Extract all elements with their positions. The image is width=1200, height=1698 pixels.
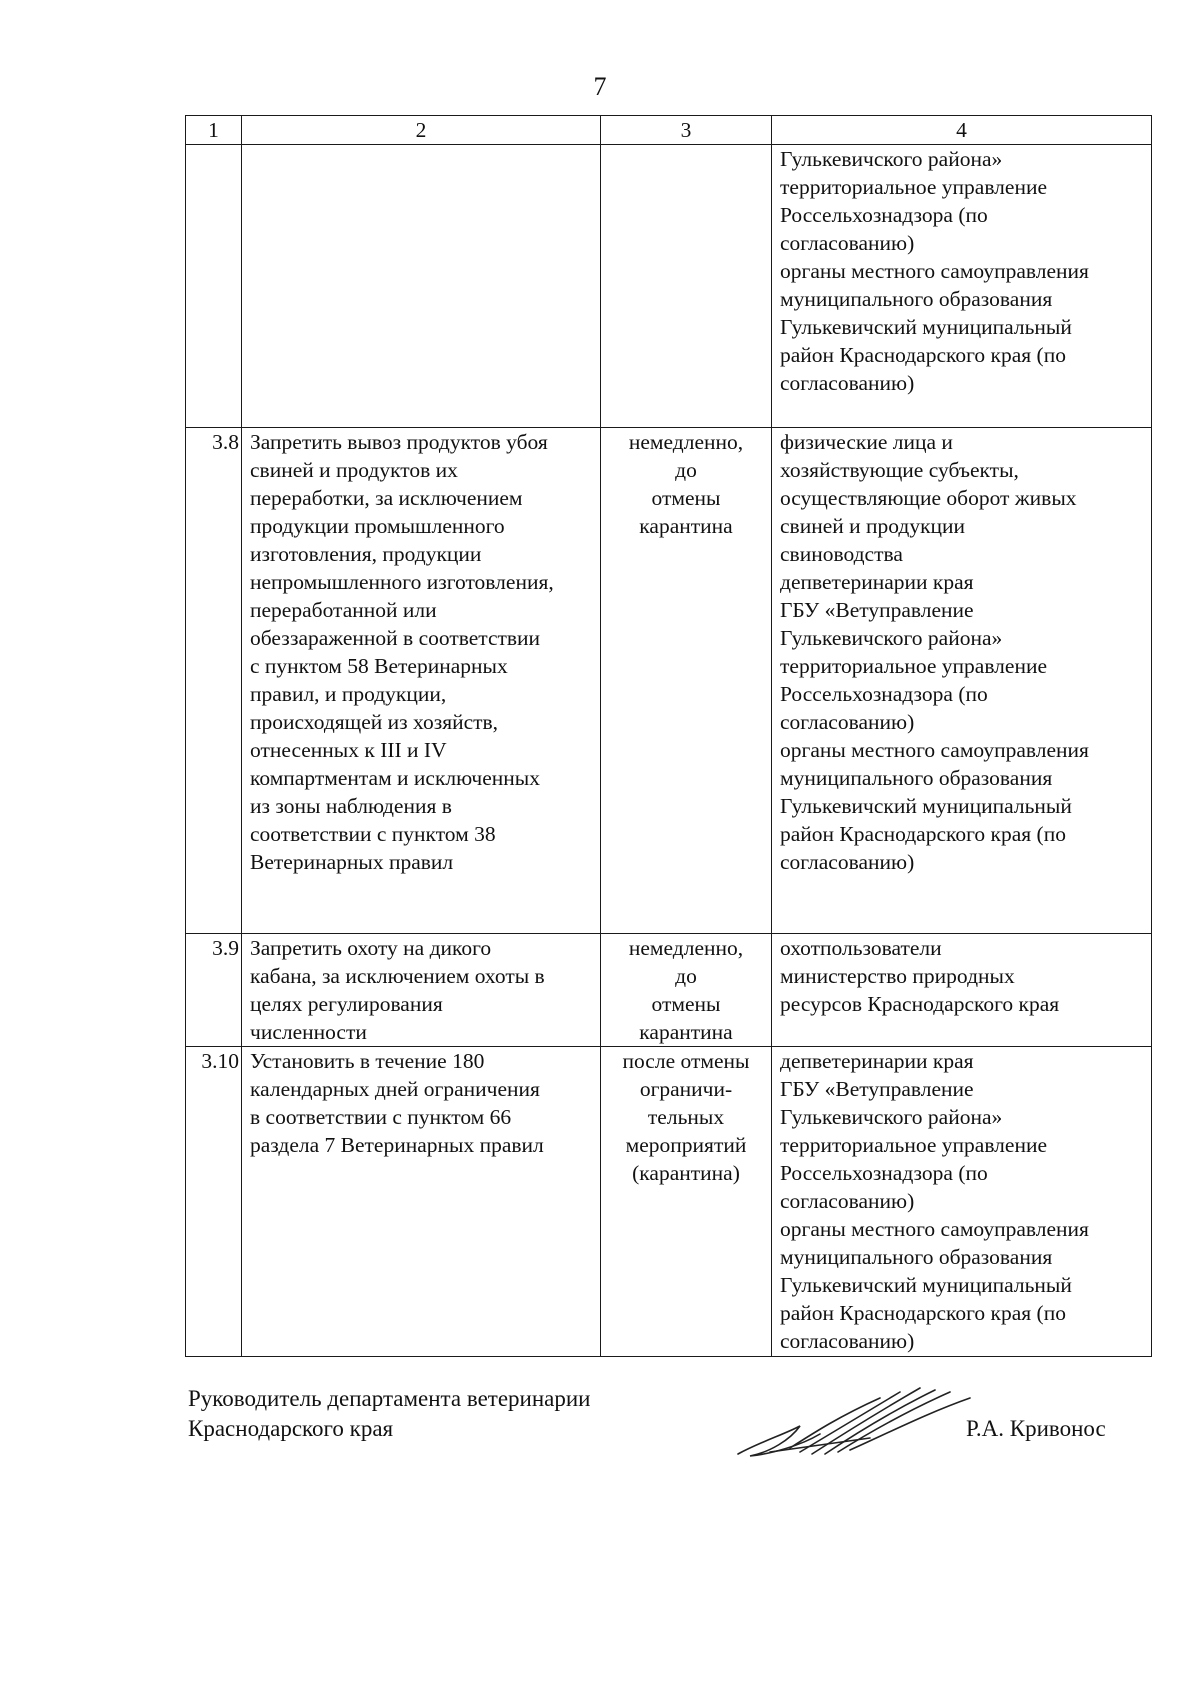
- table-row: [186, 145, 1152, 428]
- action-line: в соответствии с пунктом 66: [250, 1105, 512, 1129]
- responsible-line: свиней и продукции: [780, 514, 966, 538]
- responsible-line: министерство природных: [780, 964, 1015, 988]
- action-line: Запретить вывоз продуктов убоя: [250, 430, 548, 454]
- action-line: продукции промышленного: [250, 514, 505, 538]
- term-line: немедленно,: [628, 430, 744, 454]
- responsible-cell: [772, 145, 1152, 428]
- responsible-line: ГБУ «Ветуправление: [780, 1077, 974, 1101]
- action-cell: [242, 145, 601, 428]
- responsible-line: органы местного самоуправления: [780, 259, 1089, 283]
- action-line: с пунктом 58 Ветеринарных: [250, 654, 508, 678]
- responsible-line: территориальное управление: [780, 654, 1048, 678]
- responsible-cell: [772, 428, 1152, 934]
- responsible-line: ГБУ «Ветуправление: [780, 598, 974, 622]
- responsible-line: осуществляющие оборот живых: [780, 486, 1077, 510]
- responsible-line: охотпользователи: [780, 936, 942, 960]
- position-line-1: Руководитель департамента ветеринарии: [188, 1386, 591, 1411]
- header-col-2: 2: [242, 116, 601, 145]
- action-line: соответствии с пунктом 38: [250, 822, 496, 846]
- action-cell: [242, 934, 601, 1047]
- header-col-1: 1: [186, 116, 242, 145]
- term-line: до: [675, 964, 697, 988]
- responsible-cell: [772, 1047, 1152, 1357]
- position-line-2: Краснодарского края: [188, 1416, 394, 1441]
- action-line: Запретить охоту на дикого: [250, 936, 492, 960]
- responsible-line: свиноводства: [780, 542, 903, 566]
- responsible-line: муниципального образования: [780, 766, 1053, 790]
- action-line: происходящей из хозяйств,: [250, 710, 499, 734]
- responsible-line: Россельхознадзора (по: [780, 203, 988, 227]
- responsible-line: согласованию): [780, 1329, 915, 1353]
- action-line: из зоны наблюдения в: [250, 794, 452, 818]
- responsible-line: Гулькевичского района»: [780, 147, 1003, 171]
- responsible-line: муниципального образования: [780, 1245, 1053, 1269]
- action-line: численности: [250, 1020, 367, 1044]
- action-line: кабана, за исключением охоты в: [250, 964, 545, 988]
- term-cell: [601, 428, 772, 934]
- table-row: [186, 1047, 1152, 1357]
- action-line: отнесенных к III и IV: [250, 738, 447, 762]
- responsible-cell: [772, 934, 1152, 1047]
- responsible-line: Россельхознадзора (по: [780, 1161, 988, 1185]
- responsible-line: хозяйствующие субъекты,: [780, 458, 1019, 482]
- header-col-3: 3: [601, 116, 772, 145]
- term-line: немедленно,: [628, 936, 744, 960]
- action-line: целях регулирования: [250, 992, 443, 1016]
- table-row: [186, 934, 1152, 1047]
- action-line: календарных дней ограничения: [250, 1077, 540, 1101]
- term-line: мероприятий: [625, 1133, 747, 1157]
- signer-name: Р.А. Кривонос: [966, 1416, 1106, 1441]
- responsible-line: район Краснодарского края (по: [780, 343, 1066, 367]
- action-line: Ветеринарных правил: [250, 850, 454, 874]
- term-line: (карантина): [632, 1161, 740, 1185]
- action-line: переработанной или: [250, 598, 437, 622]
- term-line: ограничи-: [639, 1077, 733, 1101]
- action-line: компартментам и исключенных: [250, 766, 540, 790]
- action-line: переработки, за исключением: [250, 486, 523, 510]
- term-line: отмены: [651, 992, 721, 1016]
- responsible-line: органы местного самоуправления: [780, 1217, 1089, 1241]
- handwritten-signature: [730, 1382, 980, 1462]
- term-line: тельных: [647, 1105, 725, 1129]
- responsible-line: депветеринарии края: [780, 1049, 974, 1073]
- measures-table: [185, 115, 1152, 1357]
- page-number: 7: [593, 72, 607, 101]
- term-line: отмены: [651, 486, 721, 510]
- responsible-line: район Краснодарского края (по: [780, 822, 1066, 846]
- responsible-line: согласованию): [780, 850, 915, 874]
- action-line: обеззараженной в соответствии: [250, 626, 541, 650]
- term-line: карантина: [639, 514, 733, 538]
- term-line: до: [675, 458, 697, 482]
- action-line: свиней и продуктов их: [250, 458, 458, 482]
- responsible-line: согласованию): [780, 1189, 915, 1213]
- header-col-4: 4: [772, 116, 1152, 145]
- responsible-line: территориальное управление: [780, 175, 1048, 199]
- responsible-line: депветеринарии края: [780, 570, 974, 594]
- term-cell: [601, 145, 772, 428]
- responsible-line: Россельхознадзора (по: [780, 682, 988, 706]
- responsible-line: ресурсов Краснодарского края: [780, 992, 1060, 1016]
- responsible-line: согласованию): [780, 371, 915, 395]
- responsible-line: муниципального образования: [780, 287, 1053, 311]
- term-cell: [601, 934, 772, 1047]
- responsible-line: согласованию): [780, 710, 915, 734]
- responsible-line: согласованию): [780, 231, 915, 255]
- term-cell: [601, 1047, 772, 1357]
- responsible-line: физические лица и: [780, 430, 953, 454]
- action-line: раздела 7 Ветеринарных правил: [250, 1133, 544, 1157]
- responsible-line: Гулькевичского района»: [780, 626, 1003, 650]
- responsible-line: район Краснодарского края (по: [780, 1301, 1066, 1325]
- responsible-line: Гулькевичского района»: [780, 1105, 1003, 1129]
- action-line: Установить в течение 180: [250, 1049, 485, 1073]
- row-number: 3.10: [186, 1047, 242, 1357]
- responsible-line: Гулькевичский муниципальный: [780, 794, 1072, 818]
- row-number: [186, 145, 242, 428]
- table-row: [186, 428, 1152, 934]
- responsible-line: Гулькевичский муниципальный: [780, 315, 1072, 339]
- row-number: 3.8: [186, 428, 242, 934]
- term-line: карантина: [639, 1020, 733, 1044]
- responsible-line: Гулькевичский муниципальный: [780, 1273, 1072, 1297]
- responsible-line: органы местного самоуправления: [780, 738, 1089, 762]
- action-line: изготовления, продукции: [250, 542, 482, 566]
- table-header-row: [186, 116, 1152, 145]
- action-cell: [242, 428, 601, 934]
- action-cell: [242, 1047, 601, 1357]
- term-line: после отмены: [622, 1049, 750, 1073]
- action-line: непромышленного изготовления,: [250, 570, 554, 594]
- responsible-line: территориальное управление: [780, 1133, 1048, 1157]
- signature-position: [188, 1384, 591, 1444]
- action-line: правил, и продукции,: [250, 682, 447, 706]
- row-number: 3.9: [186, 934, 242, 1047]
